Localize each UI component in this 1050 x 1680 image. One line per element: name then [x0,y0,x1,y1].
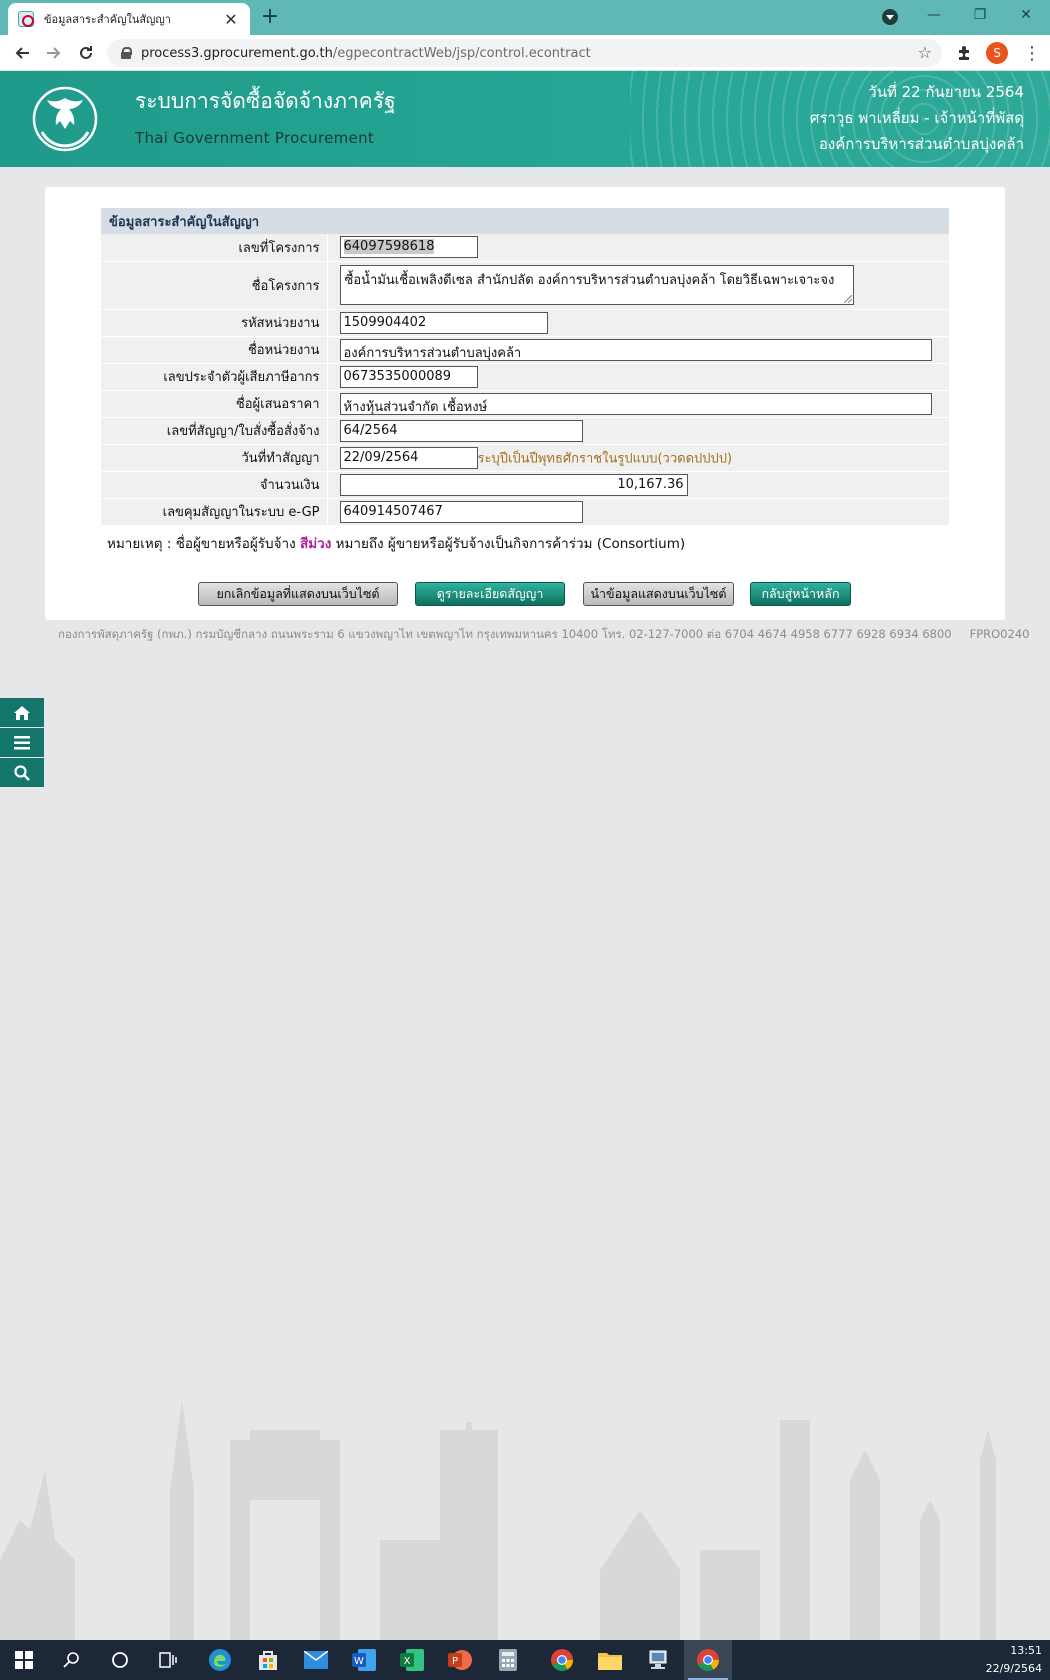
tab-search-icon[interactable] [882,9,898,25]
browser-tab-active[interactable] [8,3,250,35]
side-menu-button[interactable] [0,728,44,757]
address-bar[interactable] [107,39,942,67]
word-icon[interactable] [340,1640,388,1680]
contract-form [101,208,949,526]
form-row-contract-date [101,444,949,471]
form-row-project-name [101,261,949,309]
egp-no-label: เลขคุมสัญญาในระบบ e-GP [101,498,327,525]
svg-text:X: X [403,1656,411,1667]
publish-button[interactable]: นำข้อมูลแสดงบนเว็บไซต์ [583,582,734,606]
site-favicon-icon [18,11,34,27]
reload-icon[interactable] [72,40,100,66]
contract-date-field[interactable]: 22/09/2564 [340,447,478,469]
temple-skyline-background [0,1380,1050,1640]
network-computer-icon[interactable] [634,1640,682,1680]
url-path: /egpecontractWeb/jsp/control.econtract [332,45,591,61]
menu-icon [14,736,30,750]
edge-browser-icon[interactable] [196,1640,244,1680]
bookmark-star-icon[interactable]: ☆ [917,43,932,62]
project-no-label: เลขที่โครงการ [101,234,327,261]
cortana-icon[interactable] [96,1640,144,1680]
form-row-project-no [101,234,949,261]
url-host: process3.gprocurement.go.th [141,45,333,61]
excel-icon[interactable] [388,1640,436,1680]
amount-field[interactable]: 10,167.36 [340,474,688,496]
browser-tabstrip [0,0,1050,35]
current-date: วันที่ 22 กันยายน 2564 [868,83,1024,101]
extensions-puzzle-icon[interactable] [950,40,978,66]
system-clock[interactable] [986,1642,1042,1678]
egp-no-field[interactable]: 640914507467 [340,501,583,523]
bidder-label: ชื่อผู้เสนอราคา [101,390,327,417]
clock-date: 22/9/2564 [985,1662,1042,1675]
cancel-publish-button[interactable]: ยกเลิกข้อมูลที่แสดงบนเว็บไซต์ [198,582,398,606]
svg-text:W: W [354,1656,364,1667]
restore-button[interactable]: ❐ [973,7,987,23]
search-icon [14,765,30,781]
form-row-dept-name [101,336,949,363]
note-prefix: หมายเหตุ : ชื่อผู้ขายหรือผู้รับจ้าง [107,536,300,552]
dept-name-label: ชื่อหน่วยงาน [101,336,327,363]
contract-date-label: วันที่ทำสัญญา [101,444,327,471]
section-header-row [101,208,949,234]
site-title: ระบบการจัดซื้อจัดจ้างภาครัฐ [135,89,396,113]
project-name-textarea[interactable] [340,265,854,305]
browser-toolbar [0,35,1050,71]
calculator-icon[interactable] [484,1640,532,1680]
forward-arrow-icon[interactable] [40,40,68,66]
note-highlight: สีม่วง [299,536,332,552]
side-home-button[interactable] [0,698,44,727]
project-name-value: ซื้อน้ำมันเชื้อเพลิงดีเซล สำนักปลัด องค์การบริหารส่วนตำบลบุ่งคล้า โดยวิธีเฉพาะเจาะจง [344,273,835,288]
home-icon [13,705,31,721]
windows-start-icon[interactable] [0,1640,48,1680]
taskbar-search-icon[interactable] [48,1640,96,1680]
contract-date-hint: ระบุปีเป็นปีพุทธศักราชในรูปแบบ(ววดดปปปป) [477,451,733,466]
user-name: ศราวุธ พาเหลี่ยม - เจ้าหน้าที่พัสดุ [809,109,1024,127]
site-subtitle: Thai Government Procurement [135,129,375,147]
resize-grip-icon[interactable] [844,295,852,303]
section-title: ข้อมูลสาระสำคัญในสัญญา [101,208,949,234]
mail-icon[interactable] [292,1640,340,1680]
contract-detail-button[interactable]: ดูรายละเอียดสัญญา [415,582,565,606]
comptroller-logo-icon [30,84,100,154]
chrome-active-window-icon[interactable] [684,1640,732,1680]
page-footer [58,626,1029,644]
footer-page-code: FPRO0240 [969,627,1030,641]
user-info [810,79,1024,157]
dept-code-field[interactable]: 1509904402 [340,312,548,334]
form-row-contract-no [101,417,949,444]
tax-id-label: เลขประจำตัวผู้เสียภาษีอากร [101,363,327,390]
tab-close-icon[interactable]: ✕ [224,9,238,29]
window-close-button[interactable]: ✕ [1020,7,1032,23]
form-row-tax-id [101,363,949,390]
store-icon[interactable] [244,1640,292,1680]
contract-no-field[interactable]: 64/2564 [340,420,583,442]
tax-id-field[interactable]: 0673535000089 [340,366,478,388]
back-arrow-icon[interactable] [8,40,36,66]
dept-code-label: รหัสหน่วยงาน [101,309,327,336]
project-no-field[interactable] [340,236,478,258]
user-org: องค์การบริหารส่วนตำบลบุ่งคล้า [818,135,1024,153]
consortium-note [107,532,685,554]
minimize-button[interactable]: — [927,7,941,23]
form-row-amount [101,471,949,498]
form-row-egp-no [101,498,949,525]
amount-label: จำนวนเงิน [101,471,327,498]
footer-address: กองการพัสดุภาครัฐ (กพภ.) กรมบัญชีกลาง ถนนพระราม 6 แขวงพญาไท เขตพญาไท กรุงเทพมหานคร 10400 โทร. 02-127-7000 ต่อ 6704 4674 4958 6777 6928 6934 6800 [58,627,952,641]
new-tab-button[interactable]: + [260,4,280,29]
contract-no-label: เลขที่สัญญา/ใบสั่งซื้อสั่งจ้าง [101,417,327,444]
windows-taskbar [0,1640,1050,1680]
lock-icon [121,47,131,59]
powerpoint-icon[interactable] [436,1640,484,1680]
project-no-value: 64097598618 [343,239,435,255]
form-row-dept-code [101,309,949,336]
side-search-button[interactable] [0,758,44,787]
project-name-label: ชื่อโครงการ [101,261,327,309]
task-view-icon[interactable] [144,1640,192,1680]
back-home-button[interactable]: กลับสู่หน้าหลัก [750,582,851,606]
chrome-menu-icon[interactable]: ⋮ [1023,42,1041,64]
clock-time: 13:51 [1010,1644,1042,1657]
contract-card [45,187,1005,620]
bidder-field[interactable]: ห้างหุ้นส่วนจำกัด เชื้อหงษ์ [340,393,932,415]
svg-text:P: P [451,1656,459,1667]
profile-avatar[interactable]: S [986,42,1008,64]
note-suffix: หมายถึง ผู้ขายหรือผู้รับจ้างเป็นกิจการค้าร่วม (Consortium) [331,536,686,552]
dept-name-field[interactable]: องค์การบริหารส่วนตำบลบุ่งคล้า [340,339,932,361]
chrome-taskbar-icon[interactable] [538,1640,586,1680]
form-row-bidder [101,390,949,417]
file-explorer-icon[interactable] [586,1640,634,1680]
tab-title: ข้อมูลสาระสำคัญในสัญญา [44,13,171,26]
site-header [0,71,1050,167]
